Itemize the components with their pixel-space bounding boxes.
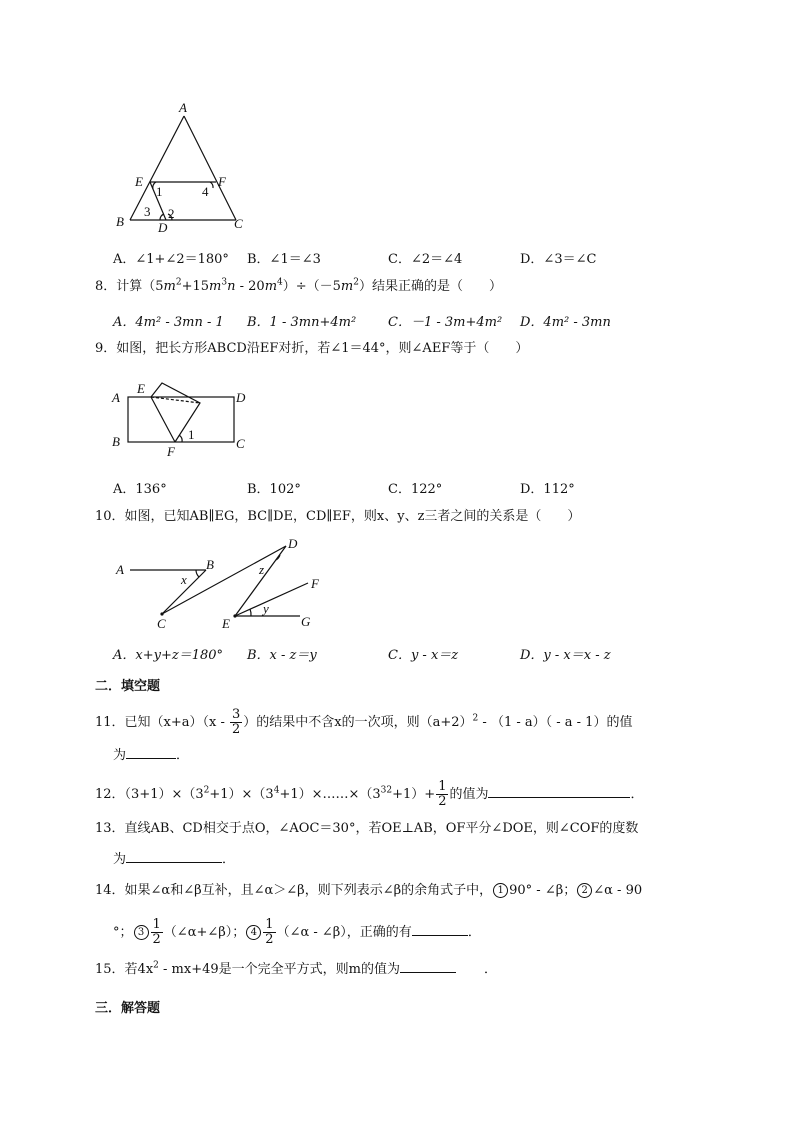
q9-label-d: D [236,390,246,405]
q11-stem: 11．已知（x+a）（x - $\frac{3}{2}$ ）的结果中不含x的一次项，则$(a+2)^2 - (1 - a)( - a - 1)$的值 [95,707,633,737]
q8-option-b: B．1 - 3mn+4m² [247,315,357,330]
q7-label-e: E [135,174,143,189]
q10-option-c: C．y - x＝z [388,648,459,663]
q14-stem: 14．如果∠α和∠β互补，且∠α＞∠β，则下列表示∠β的余角式子中， 1 90° - ∠β； 2 ∠α - 90 [95,883,643,898]
q7-label-angle2: 2 [168,206,175,221]
q8-stem: 8．计算$(5m^2+15m^3n - 20m^4)\div(-5m^2)$结果正确的是（ ） [95,277,502,294]
q13-answer-blank[interactable] [126,850,222,863]
q11-answer-line: 为 ． [113,748,190,763]
q10-option-a: A．x+y+z＝180° [113,648,224,663]
q7-label-b: B [116,214,124,229]
q9-label-f: F [167,444,175,459]
q13-stem: 13．直线AB、CD相交于点O，∠AOC＝30°，若OE⊥AB，OF平分∠DOE，则∠COF的度数 [95,821,639,836]
q14-circled-3: 3 [134,925,149,940]
q7-option-b: B．∠1＝∠3 [247,252,321,267]
q10-label-c: C [157,616,166,631]
q15-answer-blank[interactable] [400,960,456,973]
q12-fraction: $\frac{1}{2}$ [438,779,447,809]
q7-label-angle3: 3 [144,204,151,219]
q9-option-a: A．136° [113,482,167,497]
q15-stem: 15．若$4x^2 - mx+49$是一个完全平方式，则m的值为 ． [95,960,497,977]
q14-fraction-3: $\frac{1}{2}$ [152,917,161,947]
q9-fold-ef [151,397,175,442]
q11-answer-blank[interactable] [126,746,176,759]
q10-label-e: E [222,616,230,631]
q7-label-a: A [179,100,187,115]
q10-option-d: D．y - x＝x - z [520,648,611,663]
q8-option-d: D．4m² - 3mn [520,315,611,330]
q14-circled-1: 1 [493,883,508,898]
q9-option-b: B．102° [247,482,301,497]
q10-segment-de [235,546,286,616]
section-heading-fill-in: 二．填空题 [95,679,161,694]
q14-circled-4: 4 [246,925,261,940]
q9-label-angle1: 1 [188,427,195,442]
q9-label-b: B [112,434,120,449]
q8-option-c: C．－1 - 3m+4m² [388,315,503,330]
q10-label-d: D [288,536,298,551]
q10-label-g: G [301,614,311,629]
q10-label-y: y [263,601,269,616]
q10-label-f: F [311,576,319,591]
q7-triangle-figure [110,98,260,238]
q9-option-c: C．122° [388,482,443,497]
q14-circled-2: 2 [577,883,592,898]
q10-label-x: x [181,572,187,587]
q7-label-d: D [158,220,168,235]
q7-label-f: F [218,174,226,189]
q8-option-a: A．4m² - 3mn - 1 [113,315,224,330]
q7-segment-ac [184,116,236,220]
q13-answer-line: 为 ． [113,852,236,867]
q14-fraction-4: $\frac{1}{2}$ [265,917,274,947]
q7-label-angle1: 1 [156,184,163,199]
q10-option-b: B．x - z＝y [247,648,317,663]
q9-rectangle-abcd [128,397,234,442]
q7-label-c: C [234,216,243,231]
section-heading-solutions: 三．解答题 [95,1001,161,1016]
q14-stem-continued: °； 3 $\frac{1}{2}$ （∠α+∠β）； 4 $\frac{1}{2}$ （∠α - ∠β），正确的有 ． [113,917,481,947]
q7-option-c: C．∠2＝∠4 [388,252,463,267]
q9-option-d: D．112° [520,482,575,497]
q14-answer-blank[interactable] [412,923,468,936]
q10-label-z: z [259,562,265,577]
q12-stem: 12．$(3+1)\times(3^2+1)\times(3^4+1)\times\dots\dots\times(3^{32}+1)+$ $\frac{1}{2}$ 的值为 ． [95,779,644,809]
q9-stem: 9．如图，把长方形ABCD沿EF对折，若∠1＝44°，则∠AEF等于（ ） [95,341,529,356]
q10-label-a: A [116,562,124,577]
q10-parallel-lines-figure [110,532,340,634]
q10-label-b: B [206,557,214,572]
q7-option-a: A．∠1+∠2＝180° [113,252,229,267]
q10-stem: 10．如图，已知AB∥EG，BC∥DE，CD∥EF，则x、y、z三者之间的关系是（ ） [95,509,581,524]
q7-segment-ab [130,116,184,220]
q7-label-angle4: 4 [202,184,209,199]
q10-segment-ef [235,583,308,616]
q9-rectangle-figure [108,376,258,460]
q9-label-c: C [236,436,245,451]
q7-option-d: D．∠3＝∠C [520,252,597,267]
q9-label-e: E [137,381,145,396]
q12-answer-blank[interactable] [488,785,630,798]
q11-fraction: $\frac{3}{2}$ [232,707,241,737]
q9-label-a: A [112,390,120,405]
